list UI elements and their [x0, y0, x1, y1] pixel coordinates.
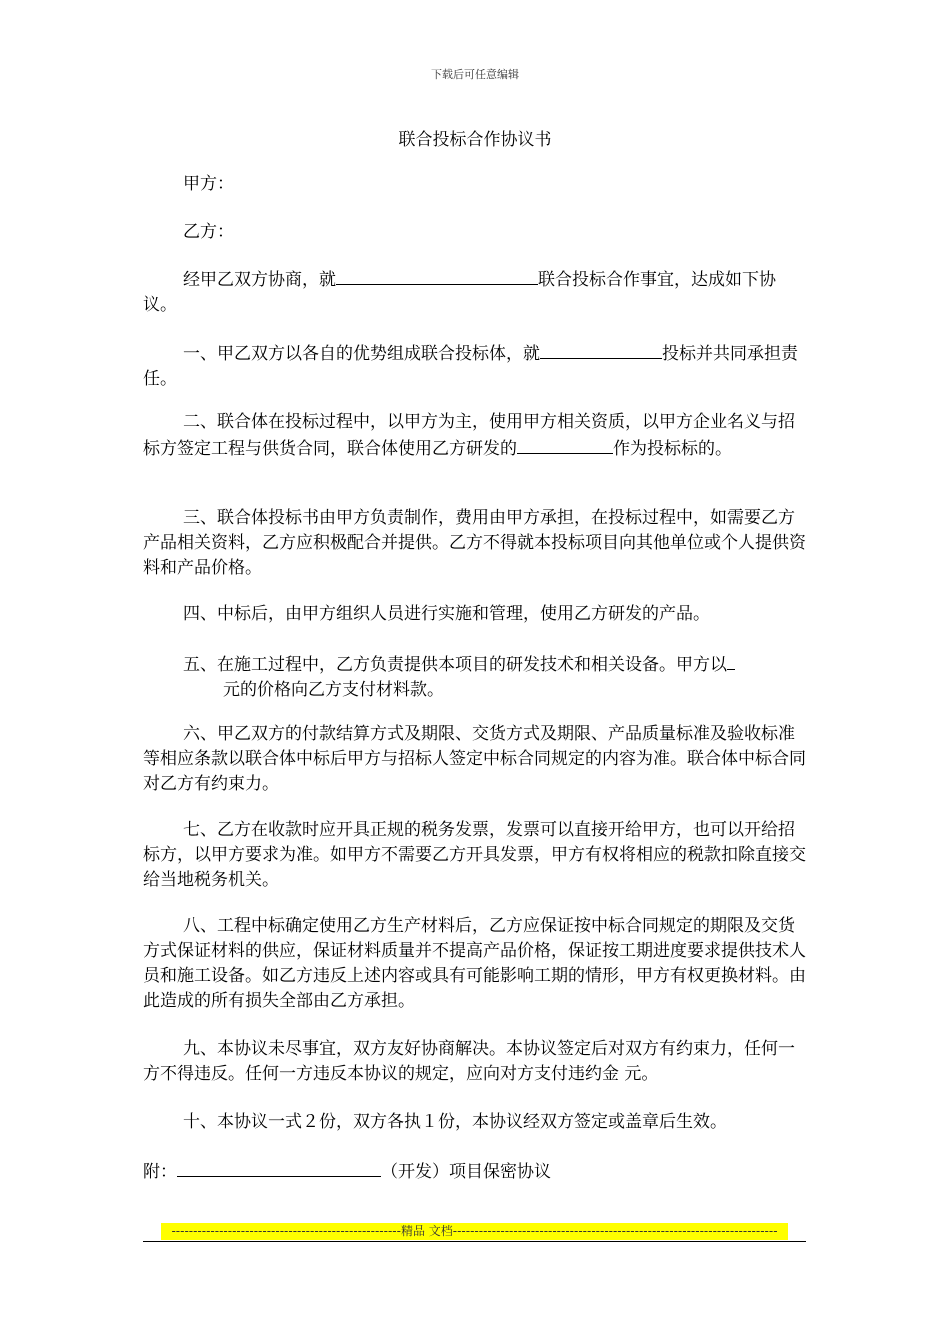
- clause-2-blank: [517, 435, 613, 454]
- project-name-blank: [336, 266, 538, 285]
- attachment-line: [143, 1158, 808, 1185]
- document-title: 联合投标合作协议书: [398, 130, 552, 150]
- clause-5-before: 五、在施工过程中，乙方负责提供本项目的研发技术和相关设备。甲方以: [183, 655, 727, 675]
- attachment-text: （开发）项目保密协议: [381, 1162, 551, 1182]
- clause-5-after: 元的价格向乙方支付材料款。: [223, 680, 444, 700]
- clause-1: [143, 340, 808, 392]
- party-b-line: 乙方：: [183, 222, 234, 242]
- clause-5: [143, 651, 808, 703]
- header-note: 下载后可任意编辑: [431, 68, 519, 81]
- clause-5-blank: [727, 651, 735, 670]
- clause-8: 八、工程中标确定使用乙方生产材料后，乙方应保证按中标合同规定的期限及交货方式保证材料的供应，保证材料质量并不提高产品价格，保证按工期进度要求提供技术人员和施工设备。如乙方违反上述内容或具有可能影响工期的情形，甲方有权更换材料。由此造成的所有损失全部由乙方承担。: [143, 916, 806, 1011]
- intro-text-after: 联合投标合作事宜，达成如下协议。: [143, 270, 776, 315]
- clause-3: 三、联合体投标书由甲方负责制作，费用由甲方承担，在投标过程中，如需要乙方产品相关资料，乙方应积极配合并提供。乙方不得就本投标项目向其他单位或个人提供资料和产品价格。: [143, 508, 806, 578]
- clause-1-after: 投标并共同承担责任。: [143, 344, 798, 389]
- clause-2: [143, 410, 808, 462]
- clause-1-before: 一、甲乙双方以各自的优势组成联合投标体，就: [183, 344, 540, 364]
- footer-watermark-band: -----------------------------------------------------精品 文档---------------------------------------------------------------------------: [161, 1223, 788, 1240]
- attachment-label: 附：: [143, 1162, 177, 1182]
- clause-6: 六、甲乙双方的付款结算方式及期限、交货方式及期限、产品质量标准及验收标准等相应条款以联合体中标后甲方与招标人签定中标合同规定的内容为准。联合体中标合同对乙方有约束力。: [143, 724, 806, 794]
- clause-4: 四、中标后，由甲方组织人员进行实施和管理，使用乙方研发的产品。: [183, 604, 710, 624]
- party-a-line: 甲方：: [183, 174, 234, 194]
- clause-1-blank: [540, 340, 662, 359]
- clause-9: 九、本协议未尽事宜，双方友好协商解决。本协议签定后对双方有约束力，任何一方不得违反。任何一方违反本协议的规定，应向对方支付违约金 元。: [143, 1039, 795, 1084]
- clause-7: 七、乙方在收款时应开具正规的税务发票，发票可以直接开给甲方，也可以开给招标方，以甲方要求为准。如甲方不需要乙方开具发票，甲方有权将相应的税款扣除直接交给当地税务机关。: [143, 820, 806, 890]
- clause-2-before: 二、联合体在投标过程中，以甲方为主，使用甲方相关资质，以甲方企业名义与招标方签定工程与供货合同，联合体使用乙方研发的: [143, 412, 795, 459]
- intro-text-before: 经甲乙双方协商，就: [183, 270, 336, 290]
- clause-2-after: 作为投标标的。: [613, 439, 732, 459]
- intro-paragraph: [143, 266, 808, 318]
- clause-10: 十、本协议一式２份，双方各执１份，本协议经双方签定或盖章后生效。: [183, 1112, 727, 1132]
- attachment-blank: [177, 1158, 381, 1177]
- footer-rule: [143, 1241, 806, 1242]
